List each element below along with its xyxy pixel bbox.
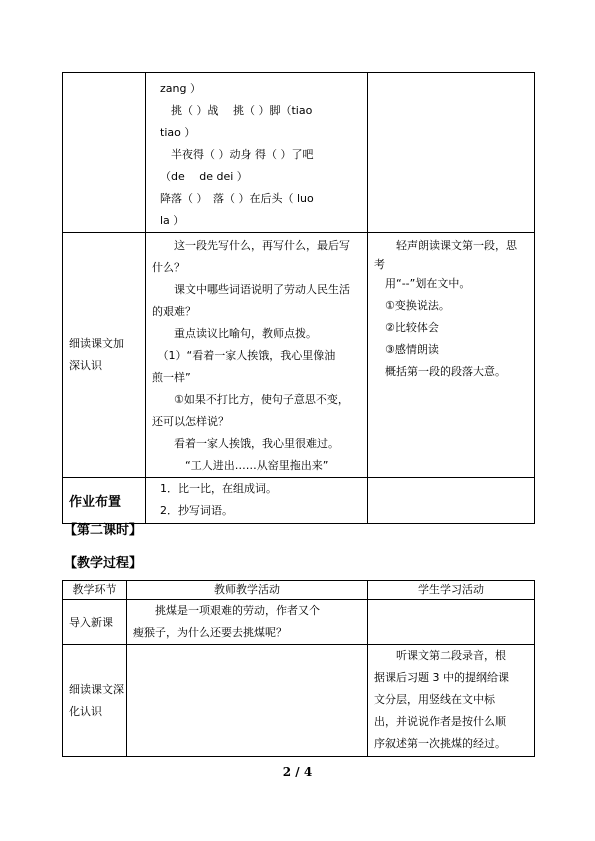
text-line: “工人进出……从窑里拖出来” (152, 459, 329, 472)
stage-cell (63, 73, 146, 233)
text-line: 文分层，用竖线在文中标 (374, 693, 495, 706)
text-line: tiao ） (160, 126, 196, 139)
teacher-activity-cell (146, 233, 368, 478)
stage-label: 作业布置 (69, 495, 122, 510)
text-line: 课文中哪些词语说明了劳动人民生活 (152, 283, 350, 296)
stage-label: 导入新课 (69, 616, 113, 629)
text-line: ①如果不打比方，使句子意思不变， (152, 393, 349, 406)
text-line: 1．比一比，在组成词。 (160, 482, 277, 495)
text-line: ①变换说法。 (374, 299, 450, 312)
text-line: 据课后习题 3 中的提纲给课 (374, 671, 509, 684)
teacher-activity-cell (127, 600, 368, 645)
stage-cell (63, 233, 146, 478)
text-line: 轻声朗读课文第一段，思 (374, 239, 517, 252)
text-line: la ） (160, 214, 185, 227)
stage-label: 细读课文加 (69, 337, 124, 350)
text-line: 概括第一段的段落大意。 (374, 365, 506, 378)
stage-cell (63, 478, 146, 524)
section-heading-process: 【教学过程】 (64, 556, 143, 571)
text-line: 还可以怎样说？ (152, 415, 229, 428)
student-activity-cell (368, 645, 535, 757)
stage-label: 化认识 (69, 704, 102, 718)
table-header-row (63, 581, 535, 600)
text-line: （de de dei ） (160, 170, 248, 183)
text-line: （1）“看着一家人挨饿，我心里像油 (152, 349, 336, 362)
table-row (63, 600, 535, 645)
column-header: 教师教学活动 (127, 581, 368, 600)
text-line: 瘦猴子，为什么还要去挑煤呢？ (133, 626, 287, 639)
text-line: 的艰难？ (152, 305, 196, 318)
text-line: 煎一样” (152, 371, 191, 384)
column-header: 教学环节 (63, 581, 127, 600)
student-activity-cell (368, 600, 535, 645)
text-line: 什么？ (152, 261, 185, 274)
text-line: 挑煤是一项艰难的劳动，作者又个 (133, 604, 320, 617)
text-line: 降落（ ） 落（ ）在后头（ luo (160, 192, 314, 205)
table-row (63, 233, 535, 478)
text-line: 用“--”划在文中。 (374, 277, 471, 290)
teacher-activity-cell (146, 73, 368, 233)
text-line: 重点读议比喻句，教师点拨。 (152, 327, 317, 340)
lesson-table-2 (62, 580, 535, 757)
table-row (63, 645, 535, 757)
text-line: ②比较体会 (374, 321, 439, 334)
text-line: 序叙述第一次挑煤的经过。 (374, 737, 506, 750)
teacher-activity-cell (146, 478, 368, 524)
student-activity-cell (368, 233, 535, 478)
page-number: 2 / 4 (282, 765, 313, 779)
section-heading-second-period: 【第二课时】 (64, 523, 143, 538)
table-row (63, 478, 535, 524)
student-activity-cell (368, 478, 535, 524)
text-line: zang ） (160, 82, 201, 95)
text-line: 听课文第二段录音，根 (374, 649, 506, 662)
table-row (63, 73, 535, 233)
stage-cell (63, 600, 127, 645)
text-line: 这一段先写什么，再写什么，最后写 (152, 239, 350, 252)
lesson-table-1 (62, 72, 535, 524)
text-line: 看着一家人挨饿，我心里很难过。 (152, 437, 339, 450)
text-line: 考 (374, 258, 385, 271)
teacher-activity-cell (127, 645, 368, 757)
text-line: 挑（ ）战 挑（ ）脚（tiao (160, 104, 313, 117)
text-line: 出，并说说作者是按什么顺 (374, 715, 506, 728)
column-header: 学生学习活动 (368, 581, 535, 600)
stage-cell (63, 645, 127, 757)
text-line: 半夜得（ ）动身 得（ ）了吧 (160, 148, 314, 161)
stage-label: 细读课文深 (69, 682, 124, 696)
text-line: ③感情朗读 (374, 343, 439, 356)
stage-label: 深认识 (69, 359, 102, 372)
student-activity-cell (368, 73, 535, 233)
text-line: 2．抄写词语。 (160, 504, 233, 517)
